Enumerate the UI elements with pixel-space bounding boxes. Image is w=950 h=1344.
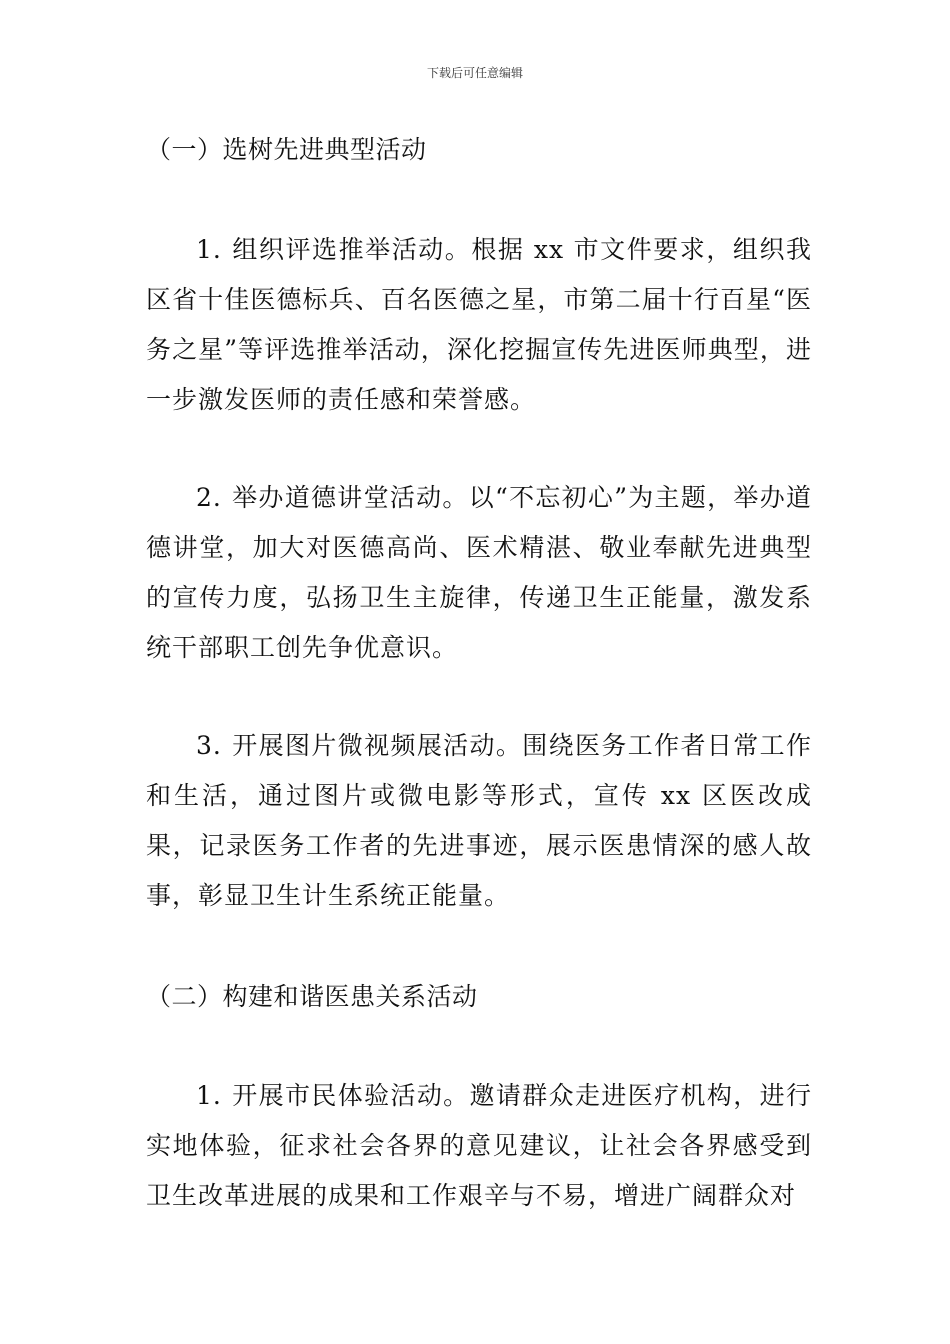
item-number: 2. [196,483,222,512]
item-text: 开展市民体验活动。邀请群众走进医疗机构，进行实地体验，征求社会各界的意见建议，让社会各界感受到卫生改革进展的成果和工作艰辛与不易，增进广阔群众对 [146,1081,812,1210]
paragraph-2-1 [146,1071,812,1221]
paragraph-1-1 [146,225,812,425]
item-number: 3. [196,731,222,760]
paragraph-1-2 [146,473,812,673]
page-header: 下载后可任意编辑 [426,66,523,80]
item-text: 举办道德讲堂活动。以“不忘初心”为主题，举办道德讲堂，加大对医德高尚、医术精湛、敬业奉献先进典型的宣传力度，弘扬卫生主旋律，传递卫生正能量，激发系统干部职工创先争优意识。 [146,483,812,662]
section-heading-1: （一）选树先进典型活动 [146,135,427,164]
section-heading-2: （二）构建和谐医患关系活动 [146,982,478,1011]
item-number: 1. [196,235,222,264]
item-text: 组织评选推举活动。根据 xx 市文件要求，组织我区省十佳医德标兵、百名医德之星，市第二届十行百星“医务之星”等评选推举活动，深化挖掘宣传先进医师典型，进一步激发医师的责任感和荣誉感。 [146,235,812,414]
paragraph-1-3 [146,721,812,921]
item-text: 开展图片微视频展活动。围绕医务工作者日常工作和生活，通过图片或微电影等形式，宣传 xx 区医改成果，记录医务工作者的先进事迹，展示医患情深的感人故事，彰显卫生计生系统正能量。 [146,731,812,910]
item-number: 1. [196,1081,222,1110]
